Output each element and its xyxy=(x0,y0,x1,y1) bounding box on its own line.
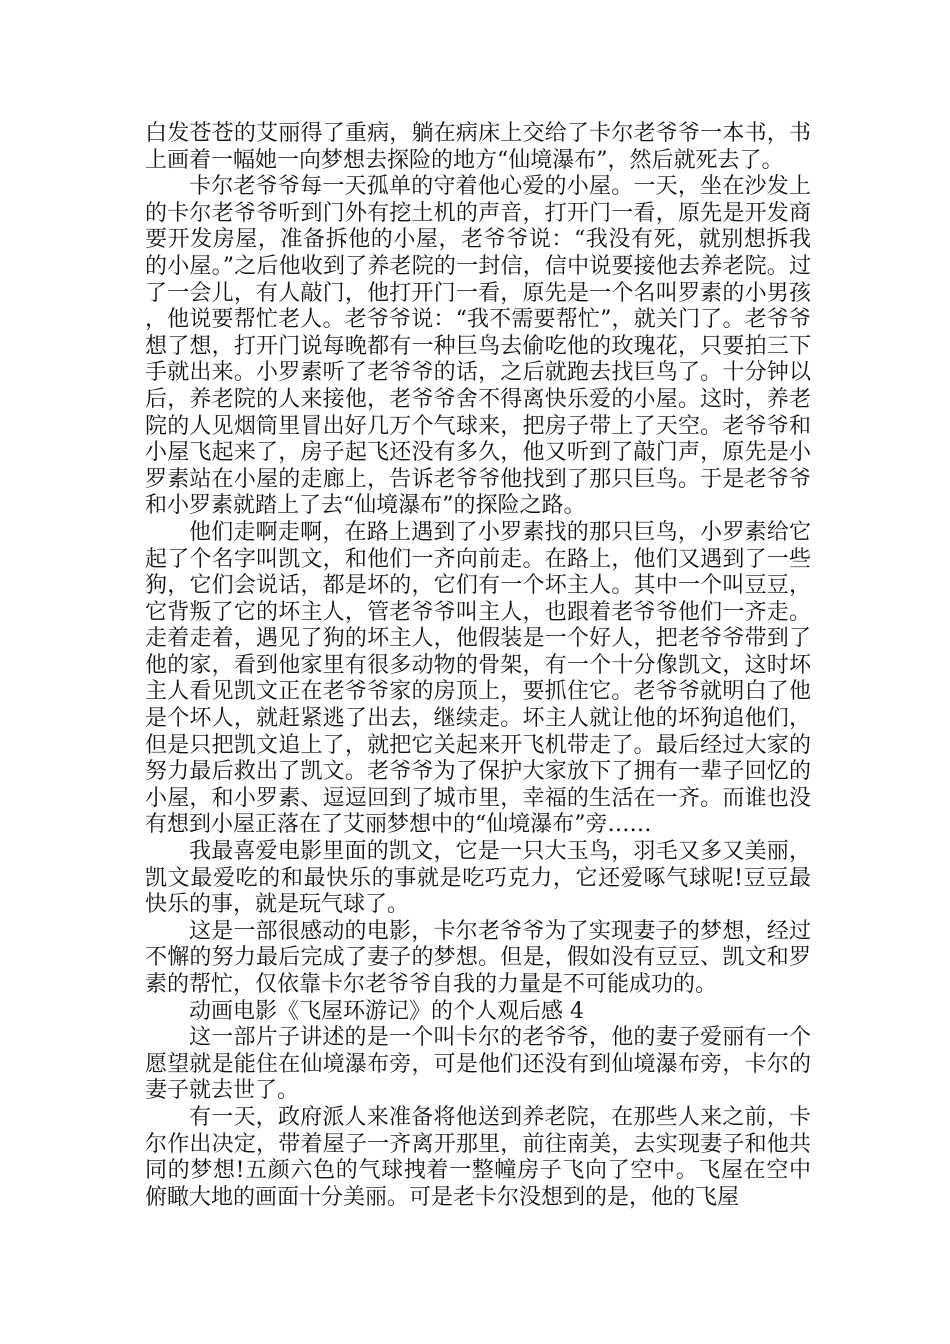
paragraph-continued: 白发苍苍的艾丽得了重病，躺在病床上交给了卡尔老爷爷一本书，书上画着一幅她一向梦想去探险的地方“仙境瀑布”，然后就死去了。 xyxy=(145,121,811,173)
paragraph-carl-house: 卡尔老爷爷每一天孤单的守着他心爱的小屋。一天，坐在沙发上的卡尔老爷爷听到门外有挖土机的声音，打开门一看，原先是开发商要开发房屋，准备拆他的小屋，老爷爷说：“我没有死，就别想拆我的小屋。”之后他收到了养老院的一封信，信中说要接他去养老院。过了一会儿，有人敲门，他打开门一看，原先是一个名叫罗素的小男孩，他说要帮忙老人。老爷爷说：“我不需要帮忙”，就关门了。老爷爷想了想，打开门说每晚都有一种巨鸟去偷吃他的玫瑰花，只要拍三下手就出来。小罗素听了老爷爷的话，之后就跑去找巨鸟了。十分钟以后，养老院的人来接他，老爷爷舍不得离快乐爱的小屋。这时，养老院的人见烟筒里冒出好几万个气球来，把房子带上了天空。老爷爷和小屋飞起来了，房子起飞还没有多久，他又听到了敲门声，原先是小罗素站在小屋的走廊上，告诉老爷爷他找到了那只巨鸟。于是老爷爷和小罗素就踏上了去“仙境瀑布”的探险之路。 xyxy=(145,174,811,519)
paragraph-flying-house: 有一天，政府派人来准备将他送到养老院，在那些人来之前，卡尔作出决定，带着屋子一齐离开那里，前往南美，去实现妻子和他共同的梦想!五颜六色的气球拽着一整幢房子飞向了空中。飞屋在空中俯瞰大地的画面十分美丽。可是老卡尔没想到的是，他的飞屋 xyxy=(145,1104,811,1210)
section-heading: 动画电影《飞屋环游记》的个人观后感 4 xyxy=(189,998,584,1024)
paragraph-conclusion: 这是一部很感动的电影，卡尔老爷爷为了实现妻子的梦想，经过不懈的努力最后完成了妻子的梦想。但是，假如没有豆豆、凯文和罗素的帮忙，仅依靠卡尔老爷爷自我的力量是不可能成功的。 xyxy=(145,918,811,997)
paragraph-story-intro: 这一部片子讲述的是一个叫卡尔的老爷爷，他的妻子爱丽有一个愿望就是能住在仙境瀑布旁，可是他们还没有到仙境瀑布旁，卡尔的妻子就去世了。 xyxy=(145,1025,811,1104)
document-page xyxy=(145,121,811,1211)
paragraph-favorite-kevin: 我最喜爱电影里面的凯文，它是一只大玉鸟，羽毛又多又美丽，凯文最爱吃的和最快乐的事就是吃巧克力，它还爱啄气球呢!豆豆最快乐的事，就是玩气球了。 xyxy=(145,839,811,918)
paragraph-journey: 他们走啊走啊，在路上遇到了小罗素找的那只巨鸟，小罗素给它起了个名字叫凯文，和他们一齐向前走。在路上，他们又遇到了一些狗，它们会说话，都是坏的，它们有一个坏主人。其中一个叫豆豆，它背叛了它的坏主人，管老爷爷叫主人，也跟着老爷爷他们一齐走。走着走着，遇见了狗的坏主人，他假装是一个好人，把老爷爷带到了他的家，看到他家里有很多动物的骨架，有一个十分像凯文，这时坏主人看见凯文正在老爷爷家的房顶上，要抓住它。老爷爷就明白了他是个坏人，就赶紧逃了出去，继续走。坏主人就让他的坏狗追他们，但是只把凯文追上了，就把它关起来开飞机带走了。最后经过大家的努力最后救出了凯文。老爷爷为了保护大家放下了拥有一辈子回忆的小屋，和小罗素、逗逗回到了城市里，幸福的生活在一齐。而谁也没有想到小屋正落在了艾丽梦想中的“仙境瀑布”旁…… xyxy=(145,519,811,838)
